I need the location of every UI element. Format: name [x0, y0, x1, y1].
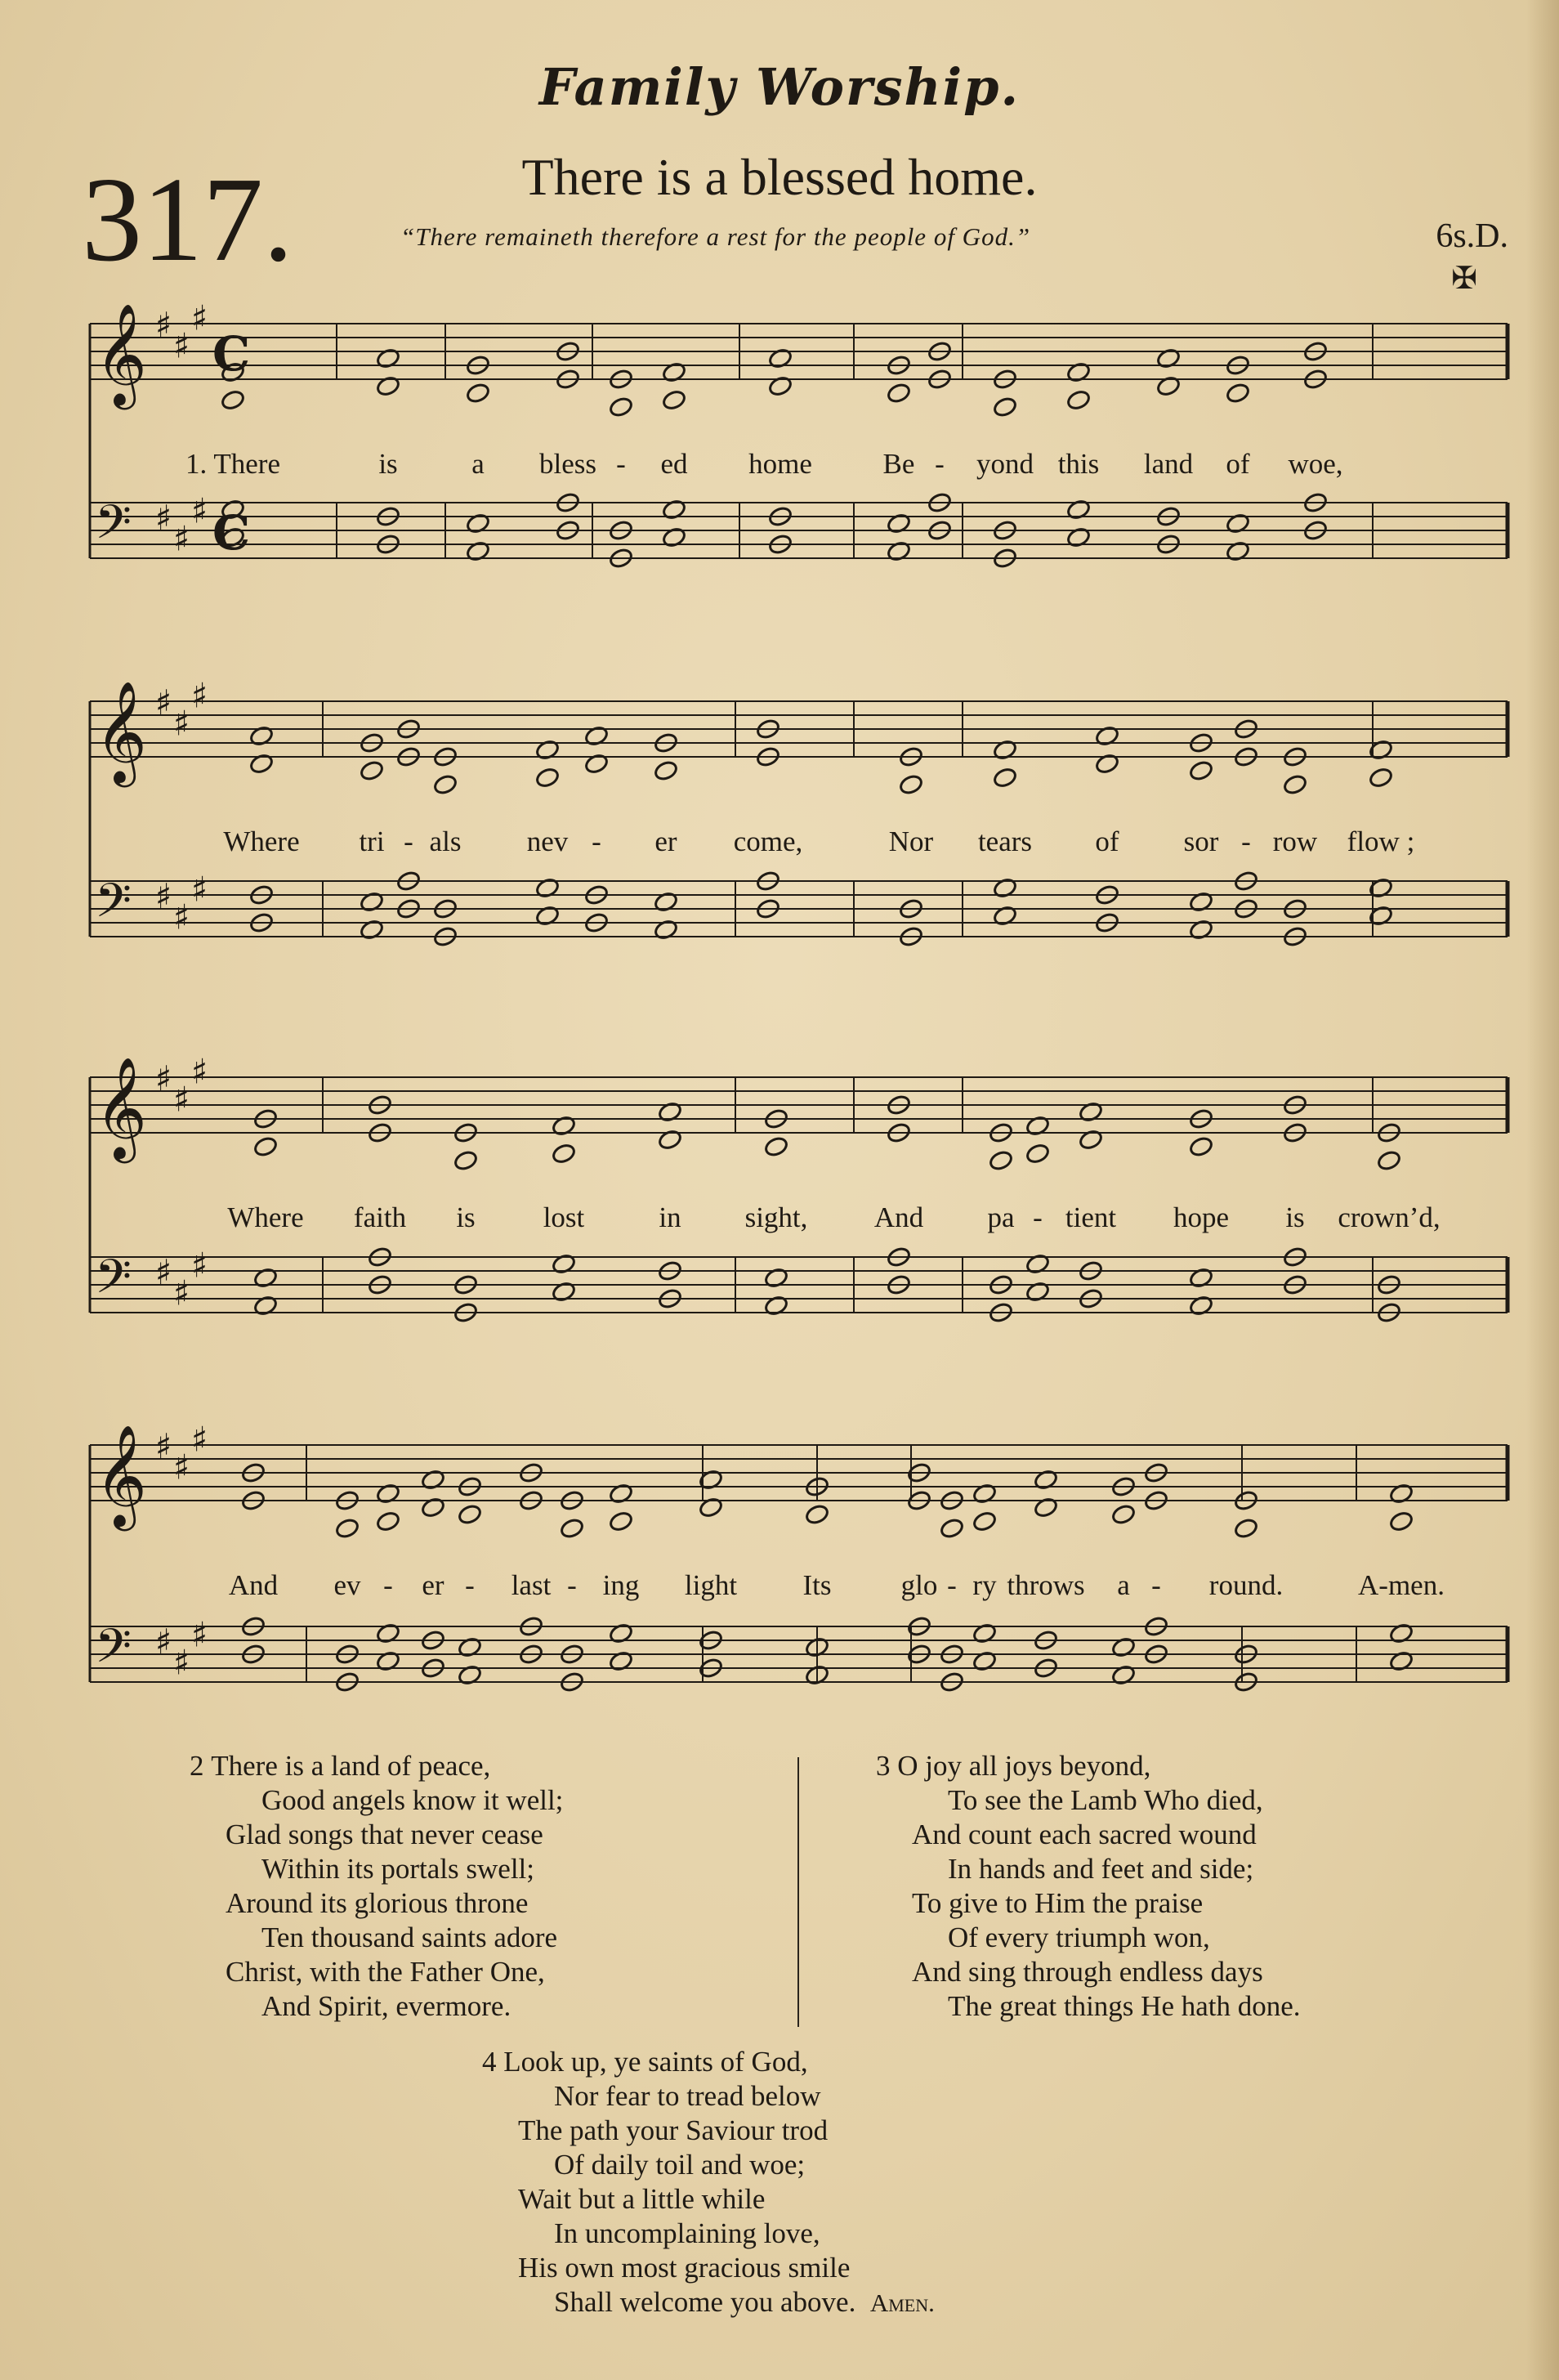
sharp-icon: ♯ — [155, 1426, 172, 1466]
lyric-syllable: ed — [660, 448, 688, 480]
lyric-syllable: this — [1057, 448, 1100, 480]
lyric-syllable: home — [748, 448, 812, 480]
notehead — [359, 891, 384, 913]
lyric-syllable: ev — [333, 1569, 361, 1601]
notehead — [661, 526, 686, 548]
notehead — [1033, 1496, 1058, 1519]
notehead — [1155, 347, 1181, 369]
notehead — [1188, 919, 1213, 941]
lyric-syllable: last — [511, 1569, 552, 1601]
lyric-syllable: er — [422, 1569, 444, 1601]
notehead — [653, 891, 678, 913]
notehead — [1155, 375, 1181, 397]
notehead — [1025, 1253, 1050, 1275]
notehead — [992, 877, 1017, 899]
notehead — [1065, 526, 1091, 548]
verse-line: And Spirit, evermore. — [261, 1990, 511, 2022]
bass-clef-icon: 𝄢 — [95, 873, 132, 940]
notehead — [657, 1101, 682, 1123]
treble-clef-icon: 𝄞 — [95, 303, 147, 405]
sharp-icon: ♯ — [155, 1058, 172, 1098]
lyric-syllable: - — [1033, 1201, 1043, 1233]
sharp-icon: ♯ — [155, 682, 172, 722]
notehead — [1033, 1469, 1058, 1491]
notehead — [375, 347, 400, 369]
bass-clef-icon: 𝄢 — [95, 494, 132, 561]
verse-line: And sing through endless days — [912, 1956, 1263, 1988]
notehead — [551, 1253, 576, 1275]
scripture-epigraph: “There remaineth therefore a rest for the people of God.” — [400, 222, 1031, 251]
lyric-syllable: - — [1241, 825, 1251, 857]
notehead — [1188, 759, 1213, 781]
bass-clef-icon: 𝄢 — [95, 1249, 132, 1316]
verse-line: The great things He hath done. — [948, 1990, 1301, 2022]
notehead — [534, 905, 560, 927]
notehead — [334, 1517, 360, 1539]
notehead — [992, 396, 1017, 418]
lyric-syllable: - — [465, 1569, 475, 1601]
notehead — [359, 759, 384, 781]
notehead — [1110, 1664, 1136, 1686]
notehead — [608, 396, 633, 418]
lyric-syllable: nev — [526, 825, 569, 857]
notehead — [939, 1517, 964, 1539]
notehead — [1094, 753, 1119, 775]
verse-line: There is a land of peace, — [211, 1750, 491, 1782]
common-time-icon: C — [212, 505, 251, 561]
treble-clef-icon: 𝄞 — [95, 1057, 147, 1159]
notehead — [1094, 725, 1119, 747]
notehead — [1110, 1503, 1136, 1525]
notehead — [432, 773, 458, 795]
sharp-icon: ♯ — [191, 490, 208, 531]
lyric-syllable: ing — [602, 1569, 640, 1601]
notehead — [559, 1517, 584, 1539]
lyric-syllable: tears — [977, 825, 1033, 857]
amen-label: Amen. — [869, 2288, 935, 2317]
notehead — [375, 1622, 400, 1644]
bass-clef-icon: 𝄢 — [95, 1618, 132, 1685]
notehead — [252, 1135, 278, 1157]
verse-number: 3 — [876, 1750, 891, 1782]
sharp-icon: ♯ — [191, 1245, 208, 1286]
lyric-syllable: - — [383, 1569, 393, 1601]
notehead — [551, 1143, 576, 1165]
notehead — [661, 389, 686, 411]
notehead — [1376, 1149, 1401, 1171]
notehead — [1065, 389, 1091, 411]
notehead — [1078, 1101, 1103, 1123]
notehead — [1225, 540, 1250, 562]
notehead — [551, 1115, 576, 1137]
notehead — [608, 1510, 633, 1532]
notehead — [972, 1510, 997, 1532]
notehead — [1188, 1135, 1213, 1157]
notehead — [551, 1281, 576, 1303]
lyric-syllable: Nor — [888, 825, 934, 857]
sharp-icon: ♯ — [173, 897, 190, 937]
hymn-title: There is a blessed home. — [521, 148, 1038, 206]
notehead — [583, 725, 609, 747]
verse-4 — [482, 2045, 935, 2320]
lyric-syllable: pa — [987, 1201, 1015, 1233]
notehead — [898, 773, 923, 795]
notehead — [886, 540, 911, 562]
hymn-number: 317. — [82, 153, 293, 287]
notehead — [763, 1295, 788, 1317]
lyric-syllable: of — [1226, 448, 1250, 480]
lyric-syllable: bless — [539, 448, 596, 480]
notehead — [1025, 1115, 1050, 1137]
lyric-syllable: of — [1095, 825, 1119, 857]
lyric-syllable: crown’d, — [1338, 1201, 1441, 1233]
lyric-syllable: hope — [1173, 1201, 1230, 1233]
notehead — [420, 1469, 445, 1491]
notehead — [1282, 773, 1307, 795]
lyric-syllable: is — [456, 1201, 476, 1233]
notehead — [457, 1503, 482, 1525]
notehead — [457, 1664, 482, 1686]
notehead — [420, 1496, 445, 1519]
lyric-syllable: - — [567, 1569, 577, 1601]
notehead — [252, 1267, 278, 1289]
lyric-syllable: a — [1117, 1569, 1130, 1601]
verse-number: 2 — [190, 1750, 204, 1782]
notehead — [1388, 1622, 1414, 1644]
notehead — [661, 499, 686, 521]
verse-line: Christ, with the Father One, — [226, 1956, 545, 1988]
notehead — [972, 1650, 997, 1672]
notehead — [657, 1129, 682, 1151]
lyric-syllable: row — [1272, 825, 1318, 857]
lyric-syllable: A-men. — [1358, 1569, 1445, 1601]
sharp-icon: ♯ — [155, 1622, 172, 1662]
notehead — [767, 347, 793, 369]
verse-line: Shall welcome you above. — [554, 2286, 856, 2318]
notehead — [359, 919, 384, 941]
verse-number: 4 — [482, 2046, 497, 2078]
lyric-syllable: - — [935, 448, 945, 480]
notehead — [661, 361, 686, 383]
sharp-icon: ♯ — [155, 498, 172, 538]
notehead — [653, 919, 678, 941]
lyric-syllable: tri — [359, 825, 385, 857]
lyric-syllable: is — [378, 448, 398, 480]
notehead — [992, 905, 1017, 927]
verse-line: Wait but a little while — [518, 2183, 766, 2215]
notehead — [583, 753, 609, 775]
lyric-syllable: Be — [882, 448, 915, 480]
notehead — [465, 512, 490, 535]
lyric-syllable: light — [684, 1569, 738, 1601]
verse-line: Nor fear to tread below — [554, 2080, 821, 2112]
lyric-syllable: - — [404, 825, 413, 857]
lyric-syllable: And — [228, 1569, 279, 1601]
lyric-syllable: als — [429, 825, 462, 857]
verse-line: Of daily toil and woe; — [554, 2149, 806, 2181]
notehead — [1388, 1510, 1414, 1532]
lyric-syllable: glo — [900, 1569, 938, 1601]
notehead — [1065, 361, 1091, 383]
lyric-syllable: a — [471, 448, 485, 480]
lyric-syllable: in — [659, 1201, 681, 1233]
lyric-syllable: Its — [802, 1569, 832, 1601]
verse-line: Around its glorious throne — [226, 1887, 529, 1919]
notehead — [1225, 382, 1250, 404]
verse-line: The path your Saviour trod — [518, 2114, 829, 2146]
notehead — [804, 1503, 829, 1525]
notehead — [886, 382, 911, 404]
notehead — [375, 1483, 400, 1505]
sharp-icon: ♯ — [173, 703, 190, 744]
notehead — [886, 512, 911, 535]
sharp-icon: ♯ — [173, 325, 190, 366]
verse-line: Ten thousand saints adore — [261, 1921, 558, 1953]
verse-line: O joy all joys beyond, — [897, 1750, 1151, 1782]
sharp-icon: ♯ — [191, 298, 208, 338]
cross-icon: ✠ — [1451, 260, 1477, 296]
notehead — [375, 1510, 400, 1532]
notehead — [1233, 1517, 1258, 1539]
notehead — [1078, 1129, 1103, 1151]
notehead — [1388, 1483, 1414, 1505]
lyric-syllable: land — [1143, 448, 1194, 480]
notehead — [1188, 1267, 1213, 1289]
sharp-icon: ♯ — [155, 305, 172, 345]
notehead — [1065, 499, 1091, 521]
notehead — [992, 739, 1017, 761]
notehead — [465, 540, 490, 562]
notehead — [252, 1295, 278, 1317]
notehead — [653, 759, 678, 781]
sharp-icon: ♯ — [191, 1419, 208, 1460]
verse-line: His own most gracious smile — [518, 2252, 851, 2284]
lyric-syllable: Where — [227, 1201, 304, 1233]
treble-clef-icon: 𝄞 — [95, 681, 147, 783]
notehead — [534, 877, 560, 899]
notehead — [534, 767, 560, 789]
verse-line: In uncomplaining love, — [554, 2217, 820, 2249]
treble-clef-icon: 𝄞 — [95, 1425, 147, 1527]
lyric-syllable: - — [947, 1569, 957, 1601]
lyric-syllable: throws — [1007, 1569, 1085, 1601]
notehead — [465, 382, 490, 404]
lyric-syllable: woe, — [1288, 448, 1343, 480]
notehead — [1110, 1636, 1136, 1658]
sharp-icon: ♯ — [173, 1447, 190, 1488]
lyric-syllable: - — [616, 448, 626, 480]
sharp-icon: ♯ — [173, 1273, 190, 1313]
verse-line: Glad songs that never cease — [226, 1819, 543, 1850]
verse-line: Of every triumph won, — [948, 1921, 1210, 1953]
lyric-syllable: tient — [1065, 1201, 1117, 1233]
verse-2 — [190, 1749, 563, 2024]
notehead — [1188, 1295, 1213, 1317]
verse-line: To see the Lamb Who died, — [948, 1784, 1263, 1816]
lyric-syllable: ry — [972, 1569, 997, 1601]
column-divider — [797, 1757, 799, 2027]
notehead — [1225, 512, 1250, 535]
notehead — [1025, 1143, 1050, 1165]
lyric-syllable: lost — [543, 1201, 585, 1233]
sharp-icon: ♯ — [173, 1642, 190, 1683]
notehead — [608, 1483, 633, 1505]
running-header: Family Worship. — [538, 57, 1021, 117]
notehead — [453, 1149, 478, 1171]
notehead — [767, 375, 793, 397]
notehead — [972, 1622, 997, 1644]
sharp-icon: ♯ — [191, 1051, 208, 1092]
sharp-icon: ♯ — [155, 876, 172, 916]
lyric-syllable: er — [654, 825, 677, 857]
notehead — [1368, 767, 1393, 789]
meter-label: 6s.D. — [1436, 217, 1508, 255]
lyric-syllable: And — [873, 1201, 924, 1233]
lyric-syllable: come, — [733, 825, 803, 857]
lyric-syllable: flow ; — [1347, 825, 1415, 857]
lyric-syllable: round. — [1208, 1569, 1284, 1601]
notehead — [1188, 891, 1213, 913]
verse-line: Look up, ye saints of God, — [503, 2046, 808, 2078]
sharp-icon: ♯ — [191, 869, 208, 910]
notehead — [608, 1622, 633, 1644]
notehead — [248, 753, 274, 775]
verse-line: And count each sacred wound — [912, 1819, 1257, 1850]
notehead — [972, 1483, 997, 1505]
notehead — [988, 1149, 1013, 1171]
sharp-icon: ♯ — [191, 1614, 208, 1655]
lyric-syllable: Where — [223, 825, 300, 857]
notehead — [608, 1650, 633, 1672]
notehead — [375, 1650, 400, 1672]
notehead — [457, 1636, 482, 1658]
lyric-syllable: sight, — [744, 1201, 808, 1233]
lyric-syllable: - — [592, 825, 601, 857]
sharp-icon: ♯ — [173, 518, 190, 559]
lyric-syllable: 1. There — [185, 448, 280, 480]
notehead — [375, 375, 400, 397]
lyric-syllable: faith — [353, 1201, 407, 1233]
notehead — [763, 1135, 788, 1157]
lyric-syllable: is — [1285, 1201, 1305, 1233]
verse-3 — [876, 1749, 1301, 2024]
lyric-syllable: - — [1151, 1569, 1161, 1601]
notehead — [534, 739, 560, 761]
sharp-icon: ♯ — [155, 1252, 172, 1292]
sharp-icon: ♯ — [191, 675, 208, 716]
sharp-icon: ♯ — [173, 1079, 190, 1120]
notehead — [992, 767, 1017, 789]
notehead — [1388, 1650, 1414, 1672]
notehead — [220, 389, 245, 411]
lyric-syllable: yond — [976, 448, 1034, 480]
notehead — [1025, 1281, 1050, 1303]
verse-line: Within its portals swell; — [261, 1853, 534, 1885]
common-time-icon: C — [212, 326, 251, 382]
verse-line: Good angels know it well; — [261, 1784, 564, 1816]
notehead — [248, 725, 274, 747]
verse-line: To give to Him the praise — [912, 1887, 1204, 1919]
notehead — [763, 1267, 788, 1289]
verse-line: In hands and feet and side; — [948, 1853, 1254, 1885]
lyric-syllable: sor — [1183, 825, 1219, 857]
